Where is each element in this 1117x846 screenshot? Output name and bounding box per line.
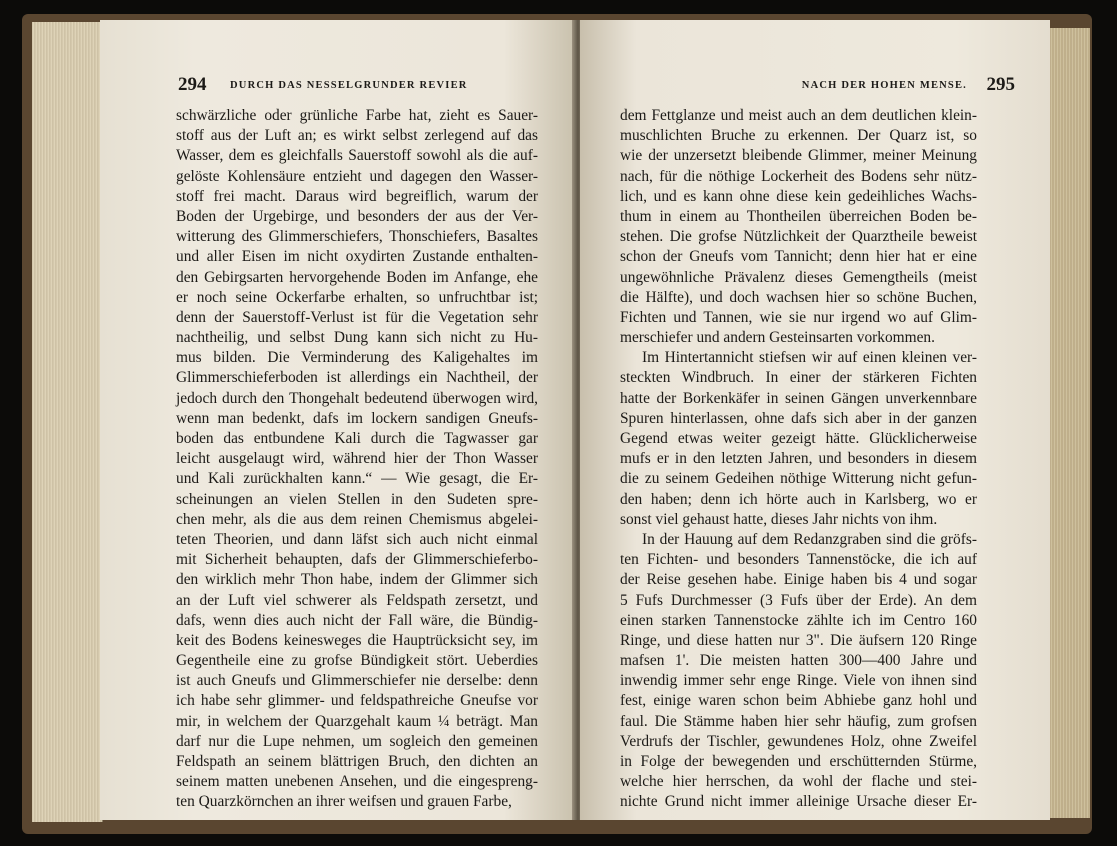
right-page: [580, 20, 1050, 820]
text-line: mafsen 1'. Die meisten hatten 300—400 Jahre und: [620, 652, 977, 670]
text-line: Verdrufs der Tischler, gewundenes Holz, ohne Zweifel: [620, 732, 977, 750]
text-line: die zu seinem Gedeihen nöthige Witterung nicht gefun-: [620, 470, 977, 488]
page-number: 295: [986, 74, 1015, 95]
text-line: und aller Eisen im nicht oxydirten Zustande enthalten-: [176, 248, 538, 266]
text-line: Gegend etwas weiter gezeigt hätte. Glücklicherweise: [620, 430, 977, 447]
text-line: mir, in welchem der Quarzgehalt kaum ¼ beträgt. Man: [176, 712, 538, 730]
text-line: die Hälfte), und doch wachsen hier so schöne Buchen,: [620, 288, 977, 306]
text-line: seinem matten unebenen Ansehen, und die eingespreng-: [176, 773, 538, 791]
text-line: faul. Die Stämme haben hier sehr häufig, zum grofsen: [620, 712, 977, 730]
text-line: teten Theorien, und dann läfst sich auch nicht einmal: [176, 530, 538, 548]
text-line: mufs er in den letzten Jahren, und besonders in diesem: [620, 450, 977, 468]
text-line: wenn man bedenkt, dafs im lockern sandigen Gneufs-: [176, 409, 538, 427]
text-line: Wasser, dem es gleichfalls Sauerstoff sowohl als die auf-: [176, 147, 538, 165]
text-line: denn der Sauerstoff-Verlust ist für die Vegetation sehr: [176, 308, 538, 326]
text-line: hatte der Borkenkäfer in seinen Gängen unverkennbare: [620, 389, 977, 407]
text-line: lich, und es kann ohne diese kein gedeihliches Wachs-: [620, 187, 977, 205]
text-line: jedoch durch den Thongehalt bedeutend überwogen wird,: [176, 389, 538, 407]
text-line: Feldspath an seinem blättrigen Bruch, den dichten an: [176, 753, 538, 770]
text-line: keit des Bodens keinesweges die Hauptrücksicht sey, im: [176, 631, 538, 649]
text-line: boden das entbundene Kali durch die Tagwasser gar: [176, 430, 538, 447]
text-line: Glimmerschieferboden ist allerdings ein Nachtheil, der: [176, 369, 538, 387]
running-title: DURCH DAS NESSELGRUNDER REVIER: [230, 80, 468, 91]
text-line: den Gebirgsarten hervorgehende Boden im Anfange, ehe: [176, 268, 538, 286]
text-line: dem Fettglanze und meist auch an dem deutlichen klein-: [620, 107, 977, 124]
text-line: mit Sicherheit behaupten, dafs der Glimmerschieferbo-: [176, 551, 538, 569]
left-page-edges: [32, 22, 103, 822]
text-line: ungewöhnliche Prävalenz dieses Gemengtheils (meist: [620, 268, 977, 286]
text-line: Spuren hinterlassen, ohne dafs sich aber in der ganzen: [620, 409, 977, 427]
text-line: witterung des Glimmerschiefers, Thonschiefers, Basaltes: [176, 228, 538, 246]
text-line: Ringe, und diese hatten nur 3". Die äufsern 120 Ringe: [620, 631, 977, 649]
text-line: schon der Gneufs vom Tannicht; denn hier hat er eine: [620, 248, 977, 266]
left-page-body: [176, 106, 538, 813]
text-line: den wirklich mehr Thon habe, indem der Glimmer sich: [176, 571, 538, 589]
text-line: der Reise gesehen habe. Einige haben bis 4 und sogar: [620, 571, 977, 589]
text-line: Boden der Urgebirge, und besonders der aus der Ver-: [176, 207, 538, 225]
text-line: merschiefer und andern Gesteinsarten vorkommen.: [620, 329, 935, 347]
text-line: mus bilden. Die Verminderung des Kaligehaltes im: [176, 349, 538, 367]
text-line: thum in einem au Thontheilen überreichen Boden be-: [620, 207, 977, 225]
text-line: in Folge der bewegenden und erschütternden Stürme,: [620, 753, 977, 770]
text-line: stehen. Die grofse Nützlichkeit der Quarztheile beweist: [620, 228, 977, 246]
text-line: inwendig immer sehr enge Ringe. Viele von ihnen sind: [620, 672, 977, 690]
text-line: er noch seine Ockerfarbe erhalten, so unfruchtbar ist;: [176, 288, 538, 306]
text-line: welche hier herrschen, da wohl der flache und stei-: [620, 773, 977, 791]
text-line: ich habe sehr glimmer- und feldspathreiche Gneufse vor: [176, 692, 538, 710]
text-line: sonst viel gehaust hatte, dieses Jahr nichts von ihm.: [620, 510, 938, 528]
text-line: nach, für die nöthige Lockerheit des Bodens sehr nütz-: [620, 167, 977, 185]
text-line: darf nur die Lupe nehmen, um sogleich den gemeinen: [176, 732, 538, 750]
text-line: ist auch Gneufs und Glimmerschiefer nie derselbe: denn: [176, 672, 538, 690]
text-line: muschlichten Bruche zu erkennen. Der Quarz ist, so: [620, 127, 977, 145]
text-line: Im Hintertannicht stiefsen wir auf einen kleinen ver-: [642, 349, 977, 367]
text-line: wie der unzersetzt bleibende Glimmer, meiner Meinung: [620, 147, 977, 165]
right-page-body: [620, 106, 977, 813]
text-line: und Kali zurückhalten kann.“ — Wie gesagt, die Er-: [176, 470, 538, 488]
left-page-header: [170, 74, 550, 98]
text-line: stoff aus der Luft an; es wirkt selbst zerlegend auf das: [176, 127, 538, 145]
page-number: 294: [178, 74, 207, 95]
right-page-header: [620, 74, 1015, 98]
text-line: gelöste Kohlensäure entzieht und dagegen den Wasser-: [176, 167, 538, 185]
text-line: nachtheilig, und selbst Dung kann sich nicht zu Hu-: [176, 329, 538, 347]
text-line: stoff frei macht. Daraus wird begreiflich, warum der: [176, 187, 538, 205]
running-title: NACH DER HOHEN MENSE.: [801, 80, 967, 91]
text-line: ten Quarzkörnchen an ihrer weifsen und grauen Farbe,: [176, 793, 512, 811]
text-line: chen mehr, als die aus dem reinen Chemismus abgelei-: [176, 510, 538, 528]
text-line: scheinungen an vielen Stellen in den Sudeten spre-: [176, 490, 538, 508]
text-line: einen starken Tannenstocke zählte ich im Centro 160: [620, 611, 977, 629]
text-line: Fichten und Tannen, wie sie nur irgend wo auf Glim-: [620, 308, 977, 326]
text-line: dafs, wenn dies auch nicht der Fall wäre, die Bündig-: [176, 611, 538, 629]
text-line: nichte Grund nicht immer alleinige Ursache dieser Er-: [620, 793, 977, 811]
right-page-edges: [1050, 28, 1090, 818]
text-line: leicht ausgelaugt wird, während hier der Thon Wasser: [176, 450, 538, 468]
text-line: schwärzliche oder grünliche Farbe hat, zieht es Sauer-: [176, 107, 538, 124]
text-line: fest, einige waren schon beim Abhiebe ganz hohl und: [620, 692, 977, 710]
text-line: den haben; denn ich hörte auch in Karlsberg, wo er: [620, 490, 977, 508]
text-line: Gegentheile eine zu grofse Bündigkeit stört. Ueberdies: [176, 652, 538, 670]
text-line: an der Luft viel schwerer als Feldspath zersetzt, und: [176, 591, 538, 609]
text-line: In der Hauung auf dem Redanzgraben sind die gröfs-: [642, 530, 977, 548]
text-line: ten Fichten- und besonders Tannenstöcke, die ich auf: [620, 551, 977, 569]
text-line: 5 Fufs Durchmesser (3 Fufs über der Erde). An dem: [620, 591, 977, 609]
left-page: [100, 20, 575, 820]
text-line: steckten Windbruch. In einer der stärkeren Fichten: [620, 369, 977, 387]
